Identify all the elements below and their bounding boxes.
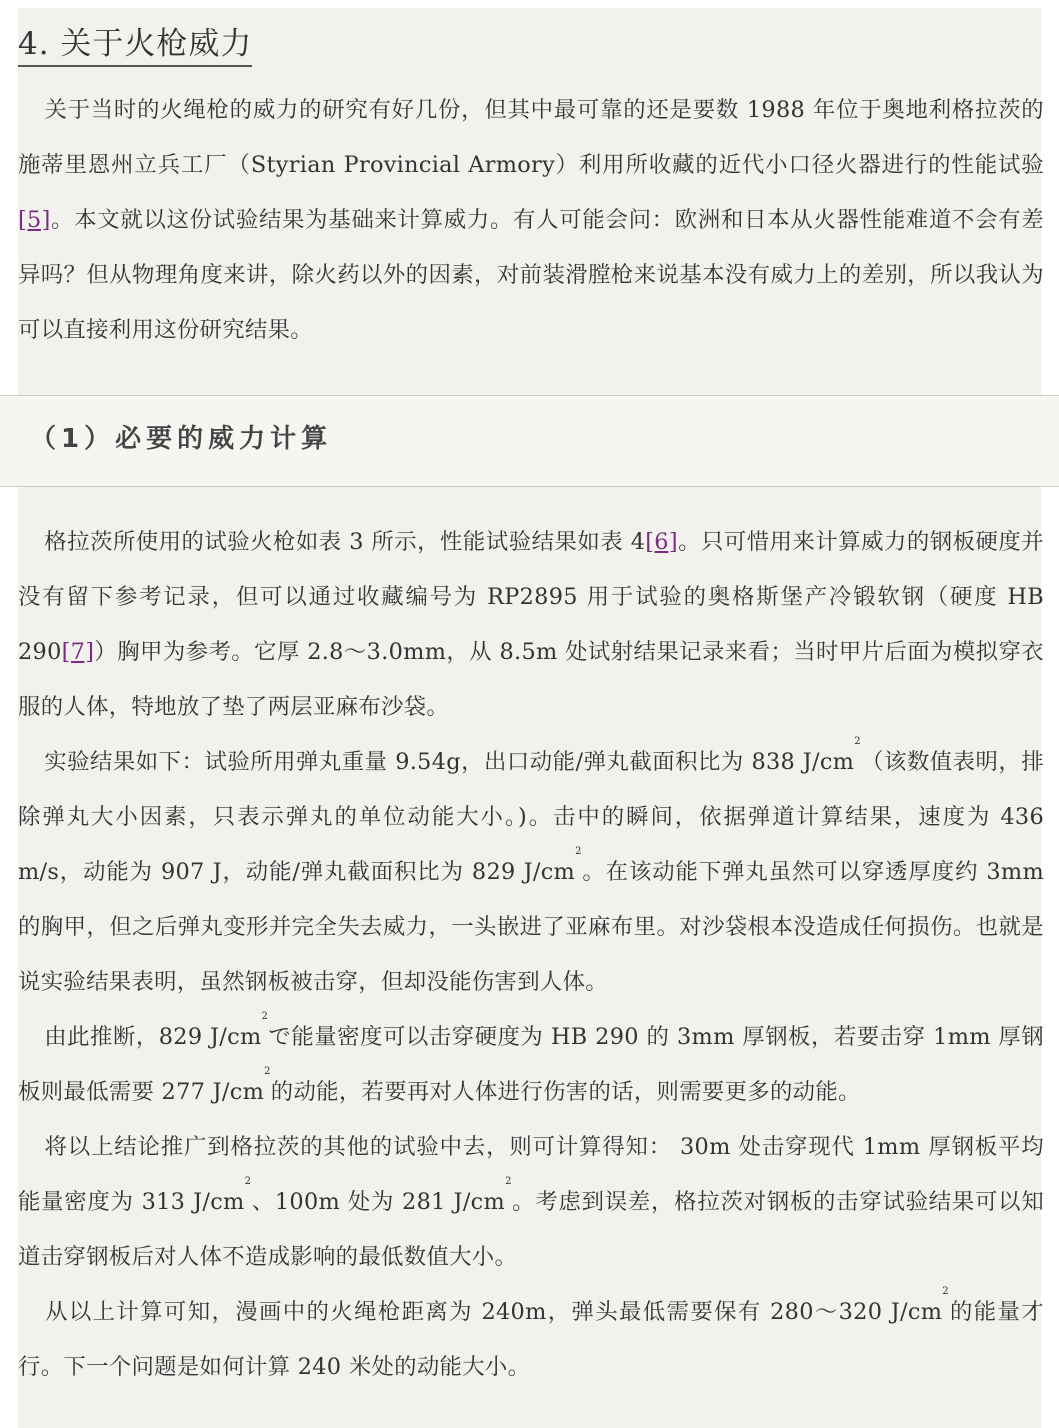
paragraph-intro xyxy=(18,83,1044,358)
paragraph-results xyxy=(18,735,1044,1010)
paragraph-conclusion xyxy=(18,1285,1044,1395)
superscript: 2 xyxy=(942,1286,949,1297)
paragraph-text: 从以上计算可知，漫画中的火绳枪距离为 240m，弹头最低需要保有 280～320 J/cm xyxy=(44,1299,943,1325)
paragraph-text: 、100m 处为 281 J/cm xyxy=(251,1189,506,1215)
paragraph-inference xyxy=(18,1010,1044,1120)
paragraph-text: 关于当时的火绳枪的威力的研究有好几份，但其中最可靠的还是要数 1988 年位于奥地利格拉茨的施蒂里恩州立兵工厂（Styrian Provincial Armory）利用所收藏的近代小口径火器进行的性能试验 xyxy=(18,97,1044,178)
paragraph-graz-test xyxy=(18,515,1044,735)
paragraph-text: 实验结果如下：试验所用弹丸重量 9.54g，出口动能/弹丸截面积比为 838 J/cm xyxy=(44,749,855,775)
superscript: 2 xyxy=(505,1176,512,1187)
superscript: 2 xyxy=(264,1066,271,1077)
paragraph-generalization xyxy=(18,1120,1044,1285)
paragraph-text: 格拉茨所使用的试验火枪如表 3 所示，性能试验结果如表 4 xyxy=(44,529,646,555)
section-heading: 4. 关于火枪威力 xyxy=(18,24,252,67)
footnote-link[interactable]: [7] xyxy=(61,639,95,665)
superscript: 2 xyxy=(854,736,861,747)
paragraph-text: で能量密度可以击穿硬度为 HB 290 的 3mm 厚钢板，若要击穿 1mm 厚钢板则最低需要 277 J/cm xyxy=(18,1024,1044,1105)
subsection-heading: （1）必要的威力计算 xyxy=(30,424,333,454)
superscript: 2 xyxy=(575,846,582,857)
footnote-link[interactable]: [6] xyxy=(645,529,678,555)
superscript: 2 xyxy=(244,1176,252,1187)
superscript: 2 xyxy=(261,1011,269,1022)
paragraph-text: 的动能，若要再对人体进行伤害的话，则需要更多的动能。 xyxy=(270,1079,861,1105)
paragraph-text: 由此推断，829 J/cm xyxy=(44,1024,262,1050)
footnote-link[interactable]: [5] xyxy=(18,207,51,233)
paragraph-text: 。本文就以这份试验结果为基础来计算威力。有人可能会问：欧洲和日本从火器性能难道不会有差异吗？但从物理角度来讲，除火药以外的因素，对前装滑膛枪来说基本没有威力上的差别，所以我认为可以直接利用这份研究结果。 xyxy=(18,207,1044,343)
paragraph-text: 将以上结论推广到格拉茨的其他的试验中去，则可计算得知： 30m 处击穿现代 1mm 厚钢板平均能量密度为 313 J/cm xyxy=(18,1134,1044,1215)
paragraph-text: 。只可惜用来计算威力的钢板硬度并没有留下参考记录，但可以通过收藏编号为 RP2895 用于试验的奥格斯堡产冷锻软钢（硬度 HB 290 xyxy=(18,529,1044,665)
paragraph-text: （该数值表明，排除弹丸大小因素，只表示弹丸的单位动能大小。)。击中的瞬间，依据弹道计算结果，速度为 436 m/s，动能为 907 J，动能/弹丸截面积比为 829 J/cm xyxy=(18,749,1044,885)
paragraph-text: 。考虑到误差，格拉茨对钢板的击穿试验结果可以知道击穿钢板后对人体不造成影响的最低数值大小。 xyxy=(18,1189,1045,1270)
paragraph-text: 。在该动能下弹丸虽然可以穿透厚度约 3mm 的胸甲，但之后弹丸变形并完全失去威力，一头嵌进了亚麻布里。对沙袋根本没造成任何损伤。也就是说实验结果表明，虽然钢板被击穿，但却没能伤害到人体。 xyxy=(18,859,1044,995)
paragraph-text: 的能量才行。下一个问题是如何计算 240 米处的动能大小。 xyxy=(18,1299,1044,1380)
paragraph-text: ）胸甲为参考。它厚 2.8～3.0mm，从 8.5m 处试射结果记录来看；当时甲片后面为模拟穿衣服的人体，特地放了垫了两层亚麻布沙袋。 xyxy=(18,639,1044,720)
